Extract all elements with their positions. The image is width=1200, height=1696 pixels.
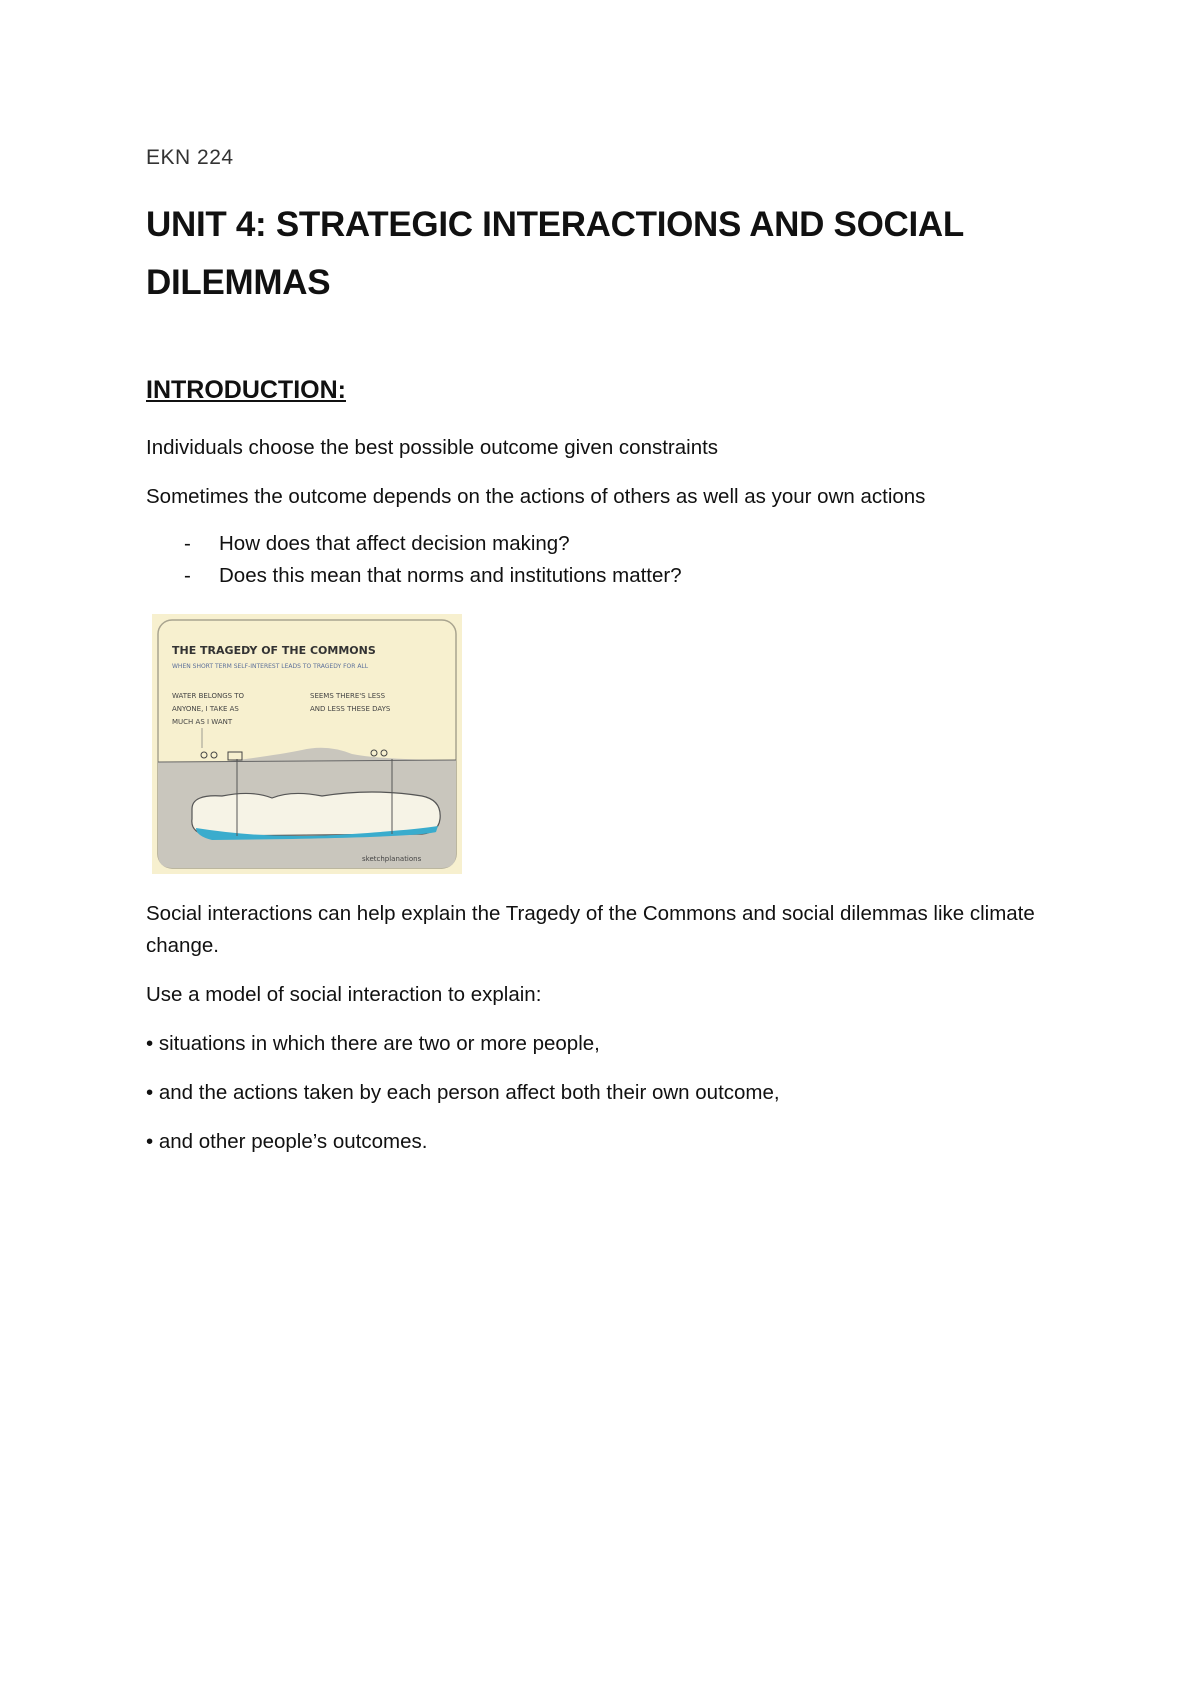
list-dash: - xyxy=(184,532,191,555)
page-title: UNIT 4: STRATEGIC INTERACTIONS AND SOCIAL DILEMMAS xyxy=(146,205,964,302)
list-item-text: How does that affect decision making? xyxy=(219,532,570,555)
course-code: EKN 224 xyxy=(146,146,234,169)
body-paragraph-4: Use a model of social interaction to explain: xyxy=(146,983,542,1006)
list-dash: - xyxy=(184,564,191,587)
figure-credit: sketchplanations xyxy=(362,855,422,863)
left-caption-line: MUCH AS I WANT xyxy=(172,718,233,726)
figure-subtitle: WHEN SHORT TERM SELF-INTEREST LEADS TO TRAGEDY FOR ALL xyxy=(172,663,369,670)
tragedy-of-commons-illustration xyxy=(152,614,462,874)
section-heading-introduction: INTRODUCTION: xyxy=(146,376,346,404)
list-item: • and the actions taken by each person affect both their own outcome, xyxy=(146,1081,780,1104)
body-paragraph-3: Social interactions can help explain the Tragedy of the Commons and social dilemmas like climate change. xyxy=(146,902,1035,957)
left-caption-line: ANYONE, I TAKE AS xyxy=(172,705,239,713)
aquifer-cavity xyxy=(192,792,440,836)
list-item-text: Does this mean that norms and institutions matter? xyxy=(219,564,682,587)
list-item: • and other people’s outcomes. xyxy=(146,1130,428,1153)
list-item: • situations in which there are two or more people, xyxy=(146,1032,600,1055)
intro-paragraph-1: Individuals choose the best possible outcome given constraints xyxy=(146,436,719,459)
left-caption-line: WATER BELONGS TO xyxy=(172,692,245,700)
right-caption-line: AND LESS THESE DAYS xyxy=(310,705,391,713)
figure-title: THE TRAGEDY OF THE COMMONS xyxy=(172,644,376,657)
intro-paragraph-2: Sometimes the outcome depends on the actions of others as well as your own actions xyxy=(146,485,926,508)
right-caption-line: SEEMS THERE'S LESS xyxy=(310,692,386,700)
